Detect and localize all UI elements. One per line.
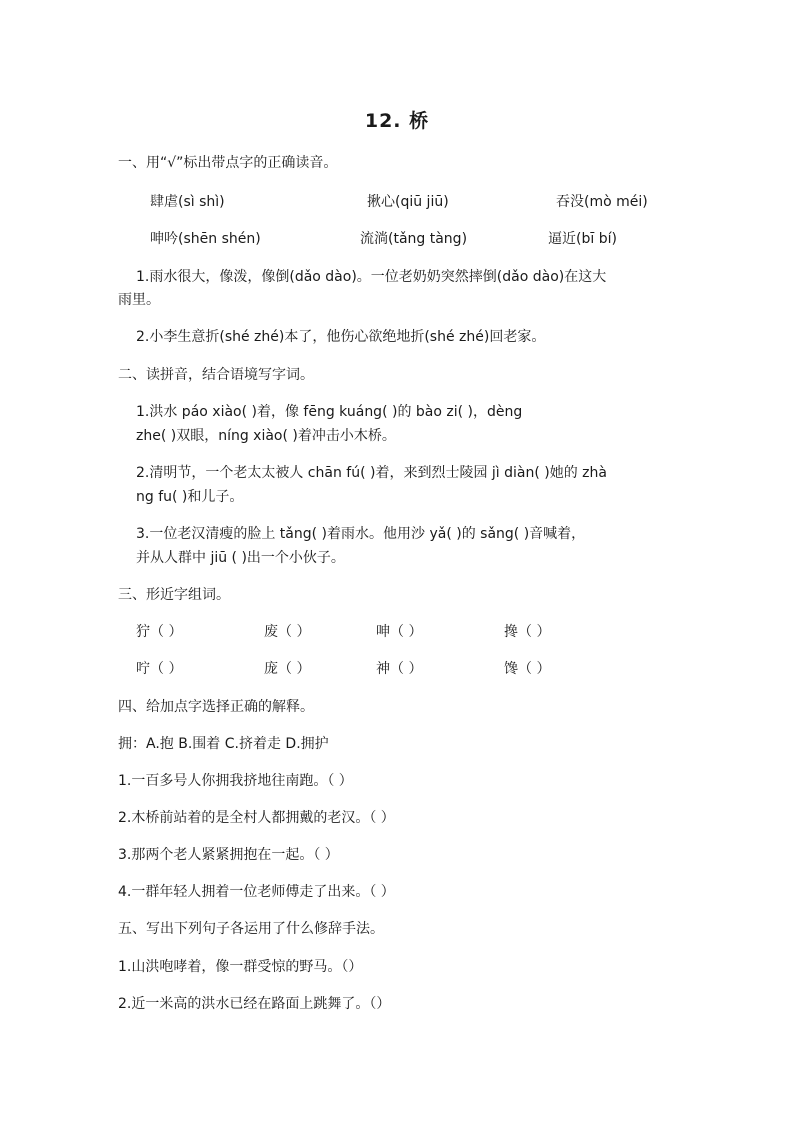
sentence-2: 2.小李生意折(shé zhé)本了，他伤心欲绝地折(shé zhé)回老家。 (136, 329, 546, 345)
word-group-item: 呻（ ） (376, 624, 423, 640)
section-1-heading: 一、用“√”标出带点字的正确读音。 (118, 155, 338, 171)
paragraph-2-line-1: 2.清明节，一个老太太被人 chān fú( )着，来到烈士陵园 jì diàn( )她的 zhà (136, 465, 607, 481)
paragraph-3-line-1: 3.一位老汉清瘦的脸上 tǎng( )着雨水。他用沙 yǎ( )的 sǎng( )音喊着， (136, 526, 586, 542)
definition-options: 拥：A.抱 B.围着 C.挤着走 D.拥护 (118, 736, 329, 752)
section-4-heading: 四、给加点字选择正确的解释。 (118, 699, 314, 715)
sentence-1-line-1: 1.雨水很大，像泼，像倒(dǎo dào)。一位老奶奶突然摔倒(dǎo dào)在这大 (136, 269, 607, 285)
paragraph-2-line-2: ng fu( )和儿子。 (136, 489, 244, 505)
question-item: 2.木桥前站着的是全村人都拥戴的老汉。（ ） (118, 810, 395, 826)
question-item: 1.山洪咆哮着，像一群受惊的野马。（） (118, 959, 363, 975)
pinyin-choice-item: 揪心(qiū jiū) (367, 194, 449, 210)
word-group-item: 废（ ） (264, 624, 311, 640)
paragraph-3-line-2: 并从人群中 jiū ( )出一个小伙子。 (136, 550, 345, 566)
word-group-item: 搀（ ） (504, 624, 551, 640)
question-item: 2.近一米高的洪水已经在路面上跳舞了。（） (118, 996, 391, 1012)
question-item: 3.那两个老人紧紧拥抱在一起。（ ） (118, 847, 339, 863)
word-group-item: 庞（ ） (264, 661, 311, 677)
paragraph-1-line-1: 1.洪水 páo xiào( )着，像 fēng kuáng( )的 bào zi( )，dèng (136, 404, 523, 420)
question-item: 1.一百多号人你拥我挤地往南跑。（ ） (118, 773, 353, 789)
page-title: 12. 桥 (364, 110, 430, 132)
pinyin-choice-item: 呻吟(shēn shén) (150, 231, 261, 247)
question-item: 4.一群年轻人拥着一位老师傅走了出来。（ ） (118, 884, 395, 900)
sentence-1-line-2: 雨里。 (118, 292, 160, 308)
word-group-item: 馋（ ） (504, 661, 551, 677)
section-3-heading: 三、形近字组词。 (118, 587, 230, 603)
word-group-item: 狞（ ） (136, 624, 183, 640)
pinyin-choice-item: 肆虐(sì shì) (150, 194, 225, 210)
section-2-heading: 二、读拼音，结合语境写字词。 (118, 367, 314, 383)
section-5-heading: 五、写出下列句子各运用了什么修辞手法。 (118, 921, 384, 937)
pinyin-choice-item: 流淌(tǎng tàng) (360, 231, 468, 247)
pinyin-choice-item: 吞没(mò méi) (556, 194, 648, 210)
paragraph-1-line-2: zhe( )双眼，níng xiào( )着冲击小木桥。 (136, 428, 396, 444)
word-group-item: 神（ ） (376, 661, 423, 677)
pinyin-choice-item: 逼近(bī bí) (548, 231, 617, 247)
word-group-item: 咛（ ） (136, 661, 183, 677)
